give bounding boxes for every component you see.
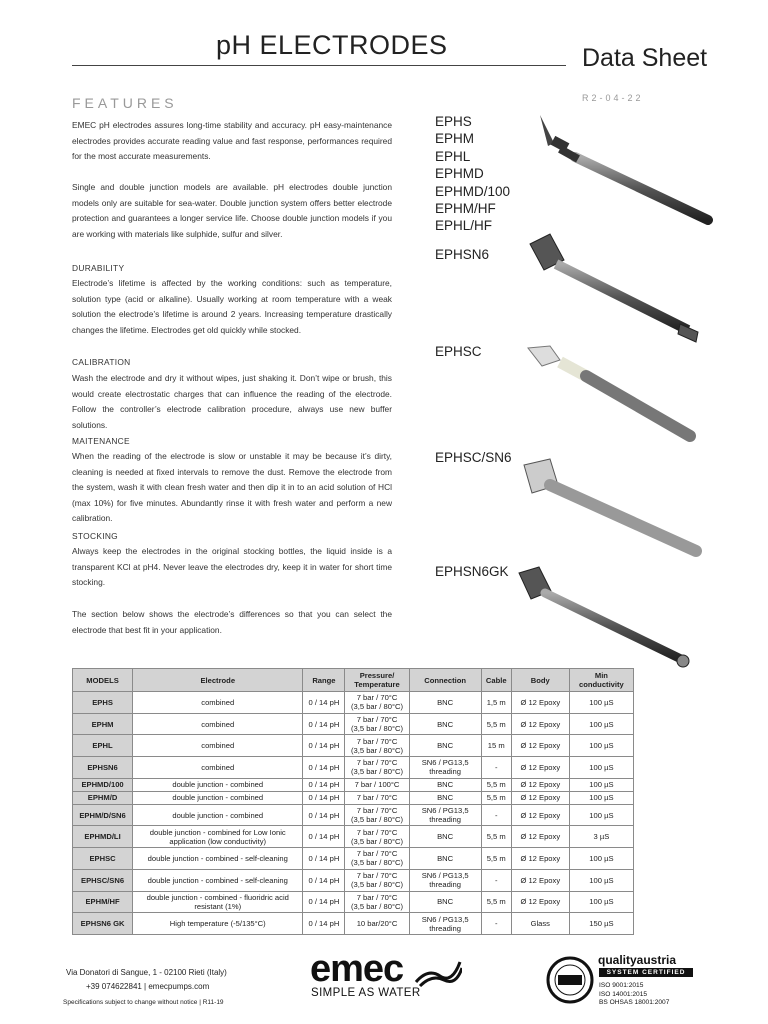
- table-row: [73, 804, 634, 826]
- model-cell: EPHMD/100: [73, 778, 133, 791]
- model-cell: EPHSC: [73, 848, 133, 870]
- model-cell: EPHL: [73, 735, 133, 757]
- table-cell: 0 / 14 pH: [303, 891, 345, 913]
- model-cell: EPHSN6 GK: [73, 913, 133, 935]
- table-cell: SN6 / PG13,5 threading: [409, 757, 481, 779]
- product-label: EPHL: [435, 148, 471, 164]
- column-header: Body: [511, 669, 569, 692]
- electrode-illustration-5: [505, 565, 705, 675]
- table-cell: 100 µS: [569, 778, 633, 791]
- table-cell: Glass: [511, 913, 569, 935]
- table-row: [73, 891, 634, 913]
- table-row: [73, 791, 634, 804]
- address-line: Via Donatori di Sangue, 1 - 02100 Rieti (Italy): [66, 968, 227, 977]
- table-cell: combined: [133, 735, 303, 757]
- table-row: [73, 826, 634, 848]
- table-row: [73, 913, 634, 935]
- table-cell: Ø 12 Epoxy: [511, 869, 569, 891]
- emec-logo: emec: [310, 948, 404, 990]
- table-cell: double junction - combined: [133, 791, 303, 804]
- table-cell: combined: [133, 757, 303, 779]
- model-cell: EPHM: [73, 713, 133, 735]
- features-intro-1: EMEC pH electrodes assures long-time stability and accuracy. pH easy-maintenance electrodes provides accurate reading value and fast response, performances required for the most accurate measurements.: [72, 120, 392, 162]
- model-cell: EPHM/D/SN6: [73, 804, 133, 826]
- table-row: [73, 692, 634, 714]
- table-cell: -: [481, 869, 511, 891]
- table-cell: BNC: [409, 848, 481, 870]
- iso-line: ISO 9001:2015: [599, 982, 644, 989]
- table-cell: 100 µS: [569, 735, 633, 757]
- system-certified-badge: SYSTEM CERTIFIED: [599, 968, 693, 977]
- table-cell: 5,5 m: [481, 713, 511, 735]
- model-cell: EPHSC/SN6: [73, 869, 133, 891]
- table-row: [73, 848, 634, 870]
- table-cell: 7 bar / 70°C (3,5 bar / 80°C): [345, 757, 409, 779]
- electrode-illustration-1: [520, 105, 720, 225]
- spec-table: [72, 668, 634, 935]
- product-label: EPHM/HF: [435, 201, 496, 217]
- table-cell: combined: [133, 692, 303, 714]
- features-heading: FEATURES: [72, 95, 178, 111]
- table-cell: 100 µS: [569, 757, 633, 779]
- table-cell: BNC: [409, 735, 481, 757]
- product-label: EPHMD: [435, 166, 484, 182]
- table-cell: -: [481, 913, 511, 935]
- table-cell: 0 / 14 pH: [303, 778, 345, 791]
- table-cell: BNC: [409, 826, 481, 848]
- table-cell: double junction - combined for Low Ionic application (low conductivity): [133, 826, 303, 848]
- table-cell: 5,5 m: [481, 778, 511, 791]
- table-row: [73, 735, 634, 757]
- table-cell: Ø 12 Epoxy: [511, 692, 569, 714]
- table-cell: 150 µS: [569, 913, 633, 935]
- model-cell: EPHSN6: [73, 757, 133, 779]
- table-cell: 0 / 14 pH: [303, 757, 345, 779]
- table-cell: 100 µS: [569, 791, 633, 804]
- company-address: [66, 966, 227, 994]
- certification-seal-icon: [546, 956, 594, 1004]
- product-label: EPHMD/100: [435, 183, 511, 199]
- table-cell: double junction - combined - self-cleaning: [133, 869, 303, 891]
- table-cell: Ø 12 Epoxy: [511, 826, 569, 848]
- table-cell: 0 / 14 pH: [303, 804, 345, 826]
- model-cell: EPHS: [73, 692, 133, 714]
- table-cell: SN6 / PG13,5 threading: [409, 869, 481, 891]
- table-cell: 0 / 14 pH: [303, 735, 345, 757]
- maintenance-heading: MAITENANCE: [72, 436, 130, 446]
- table-cell: 0 / 14 pH: [303, 713, 345, 735]
- iso-line: ISO 14001:2015: [599, 990, 648, 998]
- closing-text: The section below shows the electrode’s differences so that you can select the electrode that best fit in your application.: [72, 609, 392, 635]
- product-group-1: [435, 113, 510, 235]
- table-cell: 0 / 14 pH: [303, 826, 345, 848]
- table-cell: BNC: [409, 791, 481, 804]
- title-divider: [72, 65, 566, 66]
- table-cell: Ø 12 Epoxy: [511, 804, 569, 826]
- table-cell: 7 bar / 70°C (3,5 bar / 80°C): [345, 869, 409, 891]
- iso-certifications: [599, 982, 669, 1008]
- table-cell: 100 µS: [569, 804, 633, 826]
- table-cell: 0 / 14 pH: [303, 848, 345, 870]
- electrode-illustration-4: [510, 455, 710, 565]
- column-header: Min conductivity: [569, 669, 633, 692]
- table-cell: 0 / 14 pH: [303, 692, 345, 714]
- electrode-illustration-3: [520, 340, 710, 450]
- maintenance-text: When the reading of the electrode is slow or unstable it may be because it’s dirty, cleaning is needed at fixed intervals to remove the dust. Remove the electrode from the system, wash it with clean fresh water and then dip it in to an acid solution of HCl (max 10%) for five minutes. Abundantly rinse it with fresh water and perform a new calibration.: [72, 451, 392, 524]
- revision-code: R2-04-22: [582, 93, 644, 103]
- electrode-illustration-2: [520, 232, 720, 347]
- wave-logo-icon: [412, 958, 462, 988]
- table-cell: 5,5 m: [481, 826, 511, 848]
- column-header: Range: [303, 669, 345, 692]
- table-cell: 100 µS: [569, 713, 633, 735]
- table-cell: 7 bar / 70°C (3,5 bar / 80°C): [345, 826, 409, 848]
- table-cell: BNC: [409, 713, 481, 735]
- table-cell: double junction - combined - self-cleaning: [133, 848, 303, 870]
- table-cell: BNC: [409, 778, 481, 791]
- table-cell: -: [481, 757, 511, 779]
- stocking-text: Always keep the electrodes in the original stocking bottles, the liquid inside is a transparent KCl at pH4. Never leave the electrodes dry, keep it in water for short time stocking.: [72, 546, 392, 588]
- model-cell: EPHM/HF: [73, 891, 133, 913]
- product-label: EPHS: [435, 114, 472, 129]
- product-label-ephsn6gk: EPHSN6GK: [435, 564, 509, 579]
- column-header: Electrode: [133, 669, 303, 692]
- table-cell: double junction - combined - fluoridric acid resistant (1%): [133, 891, 303, 913]
- table-cell: 7 bar / 100°C: [345, 778, 409, 791]
- table-cell: 7 bar / 70°C: [345, 791, 409, 804]
- table-cell: Ø 12 Epoxy: [511, 848, 569, 870]
- table-cell: 7 bar / 70°C (3,5 bar / 80°C): [345, 713, 409, 735]
- table-cell: Ø 12 Epoxy: [511, 757, 569, 779]
- product-label-ephsc: EPHSC: [435, 344, 482, 359]
- table-cell: double junction - combined: [133, 778, 303, 791]
- table-cell: double junction - combined: [133, 804, 303, 826]
- table-cell: 10 bar/20°C: [345, 913, 409, 935]
- table-cell: 5,5 m: [481, 848, 511, 870]
- column-header: Connection: [409, 669, 481, 692]
- table-cell: 7 bar / 70°C (3,5 bar / 80°C): [345, 804, 409, 826]
- table-row: [73, 869, 634, 891]
- table-cell: 7 bar / 70°C (3,5 bar / 80°C): [345, 735, 409, 757]
- model-cell: EPHM/D: [73, 791, 133, 804]
- product-label: EPHM: [435, 131, 475, 147]
- calibration-heading: CALIBRATION: [72, 357, 131, 367]
- table-cell: 100 µS: [569, 692, 633, 714]
- table-cell: 0 / 14 pH: [303, 869, 345, 891]
- table-cell: -: [481, 804, 511, 826]
- contact-line: +39 074622841 | emecpumps.com: [86, 982, 210, 991]
- table-cell: 100 µS: [569, 869, 633, 891]
- table-cell: 0 / 14 pH: [303, 913, 345, 935]
- table-cell: 5,5 m: [481, 791, 511, 804]
- table-cell: Ø 12 Epoxy: [511, 791, 569, 804]
- table-cell: Ø 12 Epoxy: [511, 735, 569, 757]
- product-label: EPHL/HF: [435, 218, 493, 234]
- product-label-ephsn6: EPHSN6: [435, 247, 490, 262]
- table-cell: 7 bar / 70°C (3,5 bar / 80°C): [345, 848, 409, 870]
- model-cell: EPHMD/LI: [73, 826, 133, 848]
- stocking-heading: STOCKING: [72, 531, 118, 541]
- table-cell: Ø 12 Epoxy: [511, 891, 569, 913]
- table-cell: 15 m: [481, 735, 511, 757]
- table-cell: Ø 12 Epoxy: [511, 713, 569, 735]
- table-cell: 7 bar / 70°C (3,5 bar / 80°C): [345, 692, 409, 714]
- table-row: [73, 713, 634, 735]
- table-cell: BNC: [409, 891, 481, 913]
- table-row: [73, 757, 634, 779]
- features-intro-2: Single and double junction models are available. pH electrodes double junction models only are suitable for sea-water. Double junction system offers better electrode protection and guarantees a longer service life. Choose double junction models if you are working with materials like sulphide, sulfur and silver.: [72, 182, 392, 239]
- calibration-text: Wash the electrode and dry it without wipes, just shaking it. Don’t wipe or brush, this would create electrostatic charges that can influence the reading of the electrode. Follow the controller’s electrode calibration procedure, always use new buffer solutions.: [72, 373, 392, 430]
- column-header: MODELS: [73, 669, 133, 692]
- page-title: pH ELECTRODES: [216, 30, 448, 60]
- product-label-ephsc-sn6: EPHSC/SN6: [435, 450, 512, 465]
- table-cell: BNC: [409, 692, 481, 714]
- document-type-label: Data Sheet: [582, 44, 708, 72]
- logo-tagline: SIMPLE AS WATER: [311, 987, 421, 999]
- durability-text: Electrode’s lifetime is affected by the working conditions: such as temperature, solution type (acid or alkaline). Usually working at room temperature with a weak solution the electrode’s lifetime is around 2 years. Increasing temperature drastically changes the lifetime. Electrodes get old quickly while stocked.: [72, 278, 392, 335]
- table-row: [73, 778, 634, 791]
- table-cell: 100 µS: [569, 848, 633, 870]
- table-cell: SN6 / PG13,5 threading: [409, 804, 481, 826]
- quality-austria-brand: qualityaustria: [598, 953, 677, 967]
- durability-heading: DURABILITY: [72, 263, 125, 273]
- table-cell: 3 µS: [569, 826, 633, 848]
- table-cell: SN6 / PG13,5 threading: [409, 913, 481, 935]
- table-cell: combined: [133, 713, 303, 735]
- table-cell: 7 bar / 70°C (3,5 bar / 80°C): [345, 891, 409, 913]
- table-cell: 5,5 m: [481, 891, 511, 913]
- table-cell: 0 / 14 pH: [303, 791, 345, 804]
- table-cell: Ø 12 Epoxy: [511, 778, 569, 791]
- table-header-row: [73, 669, 634, 692]
- iso-line: BS OHSAS 18001:2007: [599, 999, 670, 1007]
- table-cell: 1,5 m: [481, 692, 511, 714]
- table-cell: High temperature (-5/135°C): [133, 913, 303, 935]
- table-cell: 100 µS: [569, 891, 633, 913]
- column-header: Pressure/ Temperature: [345, 669, 409, 692]
- column-header: Cable: [481, 669, 511, 692]
- spec-notice: Specifications subject to change without notice | R11-19: [63, 999, 224, 1006]
